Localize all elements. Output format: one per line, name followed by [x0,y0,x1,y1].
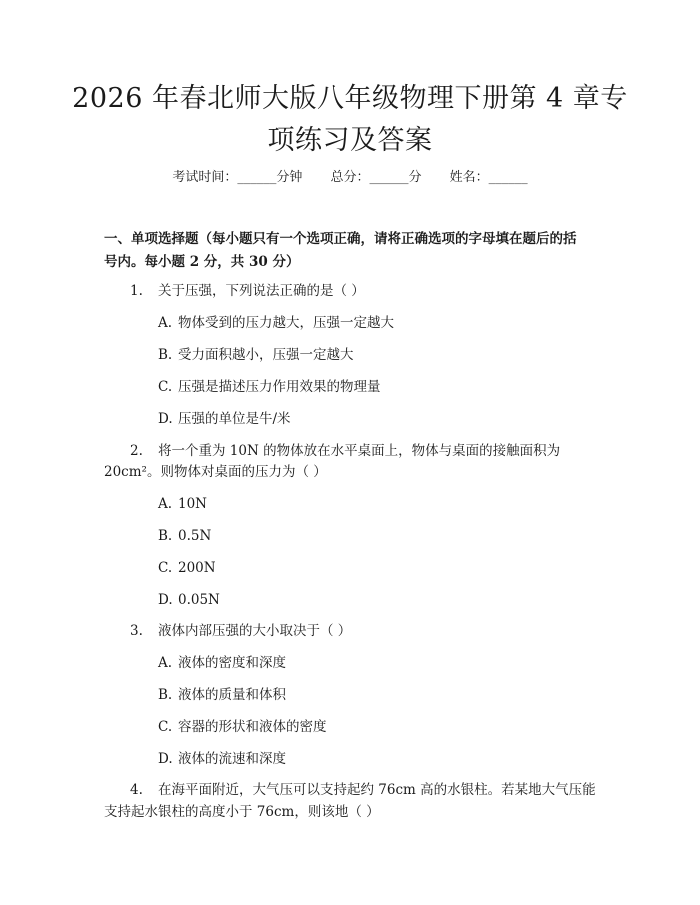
score-label: 总分： [330,170,370,185]
question-3-option-b [158,685,286,705]
question-3-option-c [158,717,327,737]
option-letter: A. [158,496,173,512]
option-text: 压强是描述压力作用效果的物理量 [178,379,381,395]
question-number: 3. [130,623,143,639]
exam-name [450,170,528,185]
option-letter: C. [158,560,173,576]
option-text: 0.5N [178,528,212,544]
question-1-option-b [158,345,354,365]
option-text: 容器的形状和液体的密度 [178,719,327,735]
option-text: 液体的质量和体积 [178,687,286,703]
option-text: 液体的密度和深度 [178,655,286,671]
title-line-1: 2026 年春北师大版八年级物理下册第 4 章专 [72,83,628,114]
question-2-option-b [158,526,211,546]
question-2-option-d [158,590,220,610]
option-text: 压强的单位是牛/米 [178,411,291,427]
score-unit: 分 [408,170,422,185]
document-title [60,78,640,162]
question-1-option-d [158,409,291,429]
question-text: 液体内部压强的大小取决于（ ） [158,623,352,639]
option-text: 液体的流速和深度 [178,751,286,767]
question-3-option-a [158,653,286,673]
option-letter: D. [158,592,173,608]
option-letter: B. [158,528,173,544]
option-text: 10N [178,496,207,512]
question-4-stem-line-2 [104,802,380,822]
name-blank: ______ [488,170,528,185]
question-text: 在海平面附近，大气压可以支持起约 76cm 高的水银柱。若某地大气压能 [158,782,596,798]
question-2-option-c [158,558,216,578]
question-number: 1. [130,283,143,299]
exam-info [0,168,700,188]
score-blank: ______ [369,170,409,185]
option-text: 0.05N [178,592,220,608]
question-number: 2. [130,443,143,459]
time-label: 考试时间： [172,170,238,185]
question-text: 关于压强，下列说法正确的是（ ） [158,283,365,299]
option-letter: A. [158,315,173,331]
question-2-stem-line-1 [130,441,560,461]
option-letter: C. [158,379,173,395]
question-text: 将一个重为 10N 的物体放在水平桌面上，物体与桌面的接触面积为 [158,443,561,459]
option-letter: B. [158,347,173,363]
section-heading-line-2: 号内。每小题 2 分，共 30 分） [104,254,300,270]
question-4-stem-line-1 [130,780,596,800]
question-1-option-a [158,313,394,333]
question-2-stem-line-2 [104,462,327,482]
option-letter: C. [158,719,173,735]
question-1-stem [130,281,365,301]
question-2-option-a [158,494,207,514]
option-letter: B. [158,687,173,703]
option-text: 受力面积越小，压强一定越大 [178,347,354,363]
option-text: 200N [178,560,216,576]
option-letter: D. [158,411,173,427]
title-line-2: 项练习及答案 [267,125,433,156]
section-heading-line-1: 一、单项选择题（每小题只有一个选项正确，请将正确选项的字母填在题后的括 [104,231,577,247]
option-letter: A. [158,655,173,671]
time-blank: ______ [237,170,277,185]
question-3-stem [130,621,351,641]
question-text: 支持起水银柱的高度小于 76cm，则该地（ ） [104,804,380,820]
time-unit: 分钟 [276,170,303,185]
question-number: 4. [130,782,143,798]
question-3-option-d [158,749,286,769]
question-text: 20cm²。则物体对桌面的压力为（ ） [104,464,327,480]
name-label: 姓名： [449,170,489,185]
option-letter: D. [158,751,173,767]
section-heading [104,228,604,274]
option-text: 物体受到的压力越大，压强一定越大 [178,315,394,331]
exam-time [172,170,302,185]
question-1-option-c [158,377,381,397]
exam-score [330,170,421,185]
